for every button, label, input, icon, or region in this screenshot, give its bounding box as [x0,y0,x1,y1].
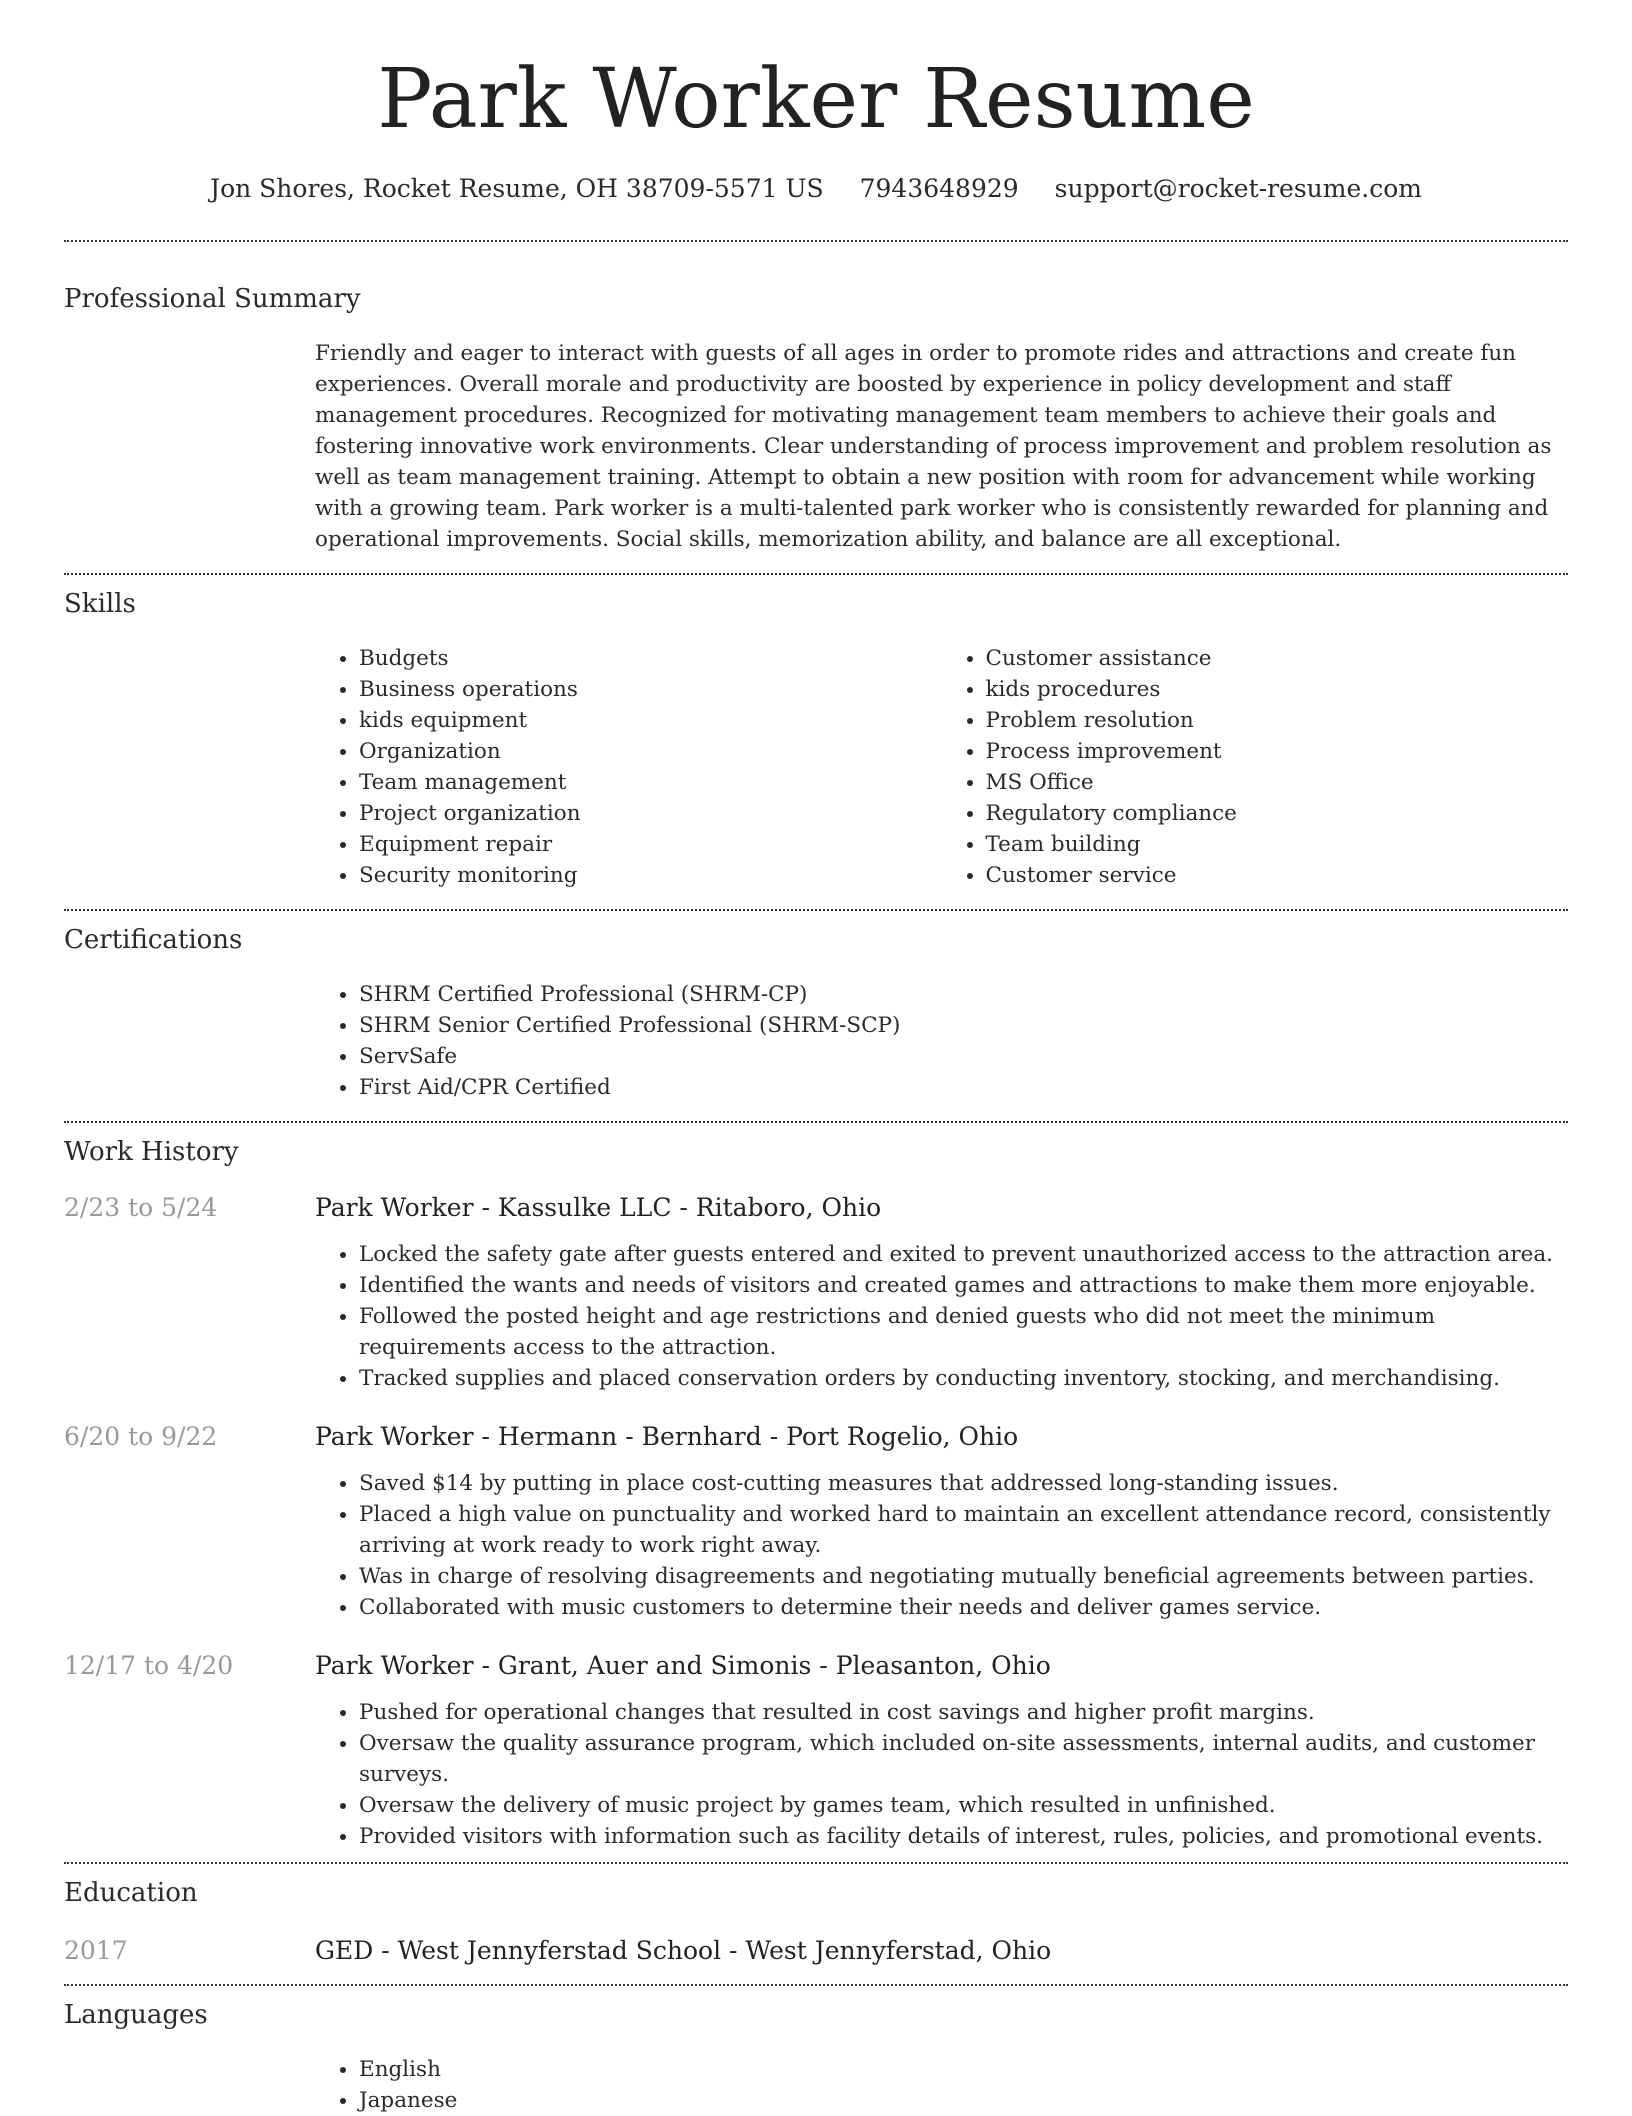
skill-item: • Team management [359,767,942,798]
education-title: GED - West Jennyferstad School - West Jennyferstad, Ohio [315,1936,1052,1965]
job-header [64,1649,1568,1683]
certification-item: • SHRM Certified Professional (SHRM-CP) [359,979,1568,1010]
job-bullet: • Provided visitors with information such as facility details of interest, rules, policies, and promotional events. [359,1821,1568,1852]
job-bullet: • Oversaw the quality assurance program, which included on-site assessments, internal audits, and customer surveys. [359,1728,1568,1790]
divider [64,1862,1568,1864]
skill-item: • Security monitoring [359,860,942,891]
work-heading: Work History [64,1137,239,1167]
divider [64,1984,1568,1986]
skill-item: • kids procedures [986,674,1569,705]
summary-section [64,282,1568,555]
education-section [64,1876,1568,1968]
job-bullet: • Collaborated with music customers to determine their needs and deliver games service. [359,1592,1568,1623]
job-title: Park Worker - Hermann - Bernhard - Port Rogelio, Ohio [315,1422,1019,1451]
job-date: 6/20 to 9/22 [64,1422,218,1451]
languages-section [64,1998,1568,2116]
job-bullet-list [315,1239,1568,1394]
skill-item: • Business operations [359,674,942,705]
language-item: • Japanese [359,2085,1568,2116]
job-bullet: • Locked the safety gate after guests entered and exited to prevent unauthorized access to the attraction area. [359,1239,1568,1270]
job-date: 12/17 to 4/20 [64,1651,234,1680]
skill-item: • Project organization [359,798,942,829]
skill-item: • Customer service [986,860,1569,891]
job-header [64,1191,1568,1225]
languages-body [315,2054,1568,2116]
skill-item: • Budgets [359,643,942,674]
summary-text: Friendly and eager to interact with guests of all ages in order to promote rides and attractions and create fun experiences. Overall morale and productivity are boosted by experience in policy development and staff management procedures. Recognized for motivating management team members to achieve their goals and fostering innovative work environments. Clear understanding of process improvement and problem resolution as well as team management training. Attempt to obtain a new position with room for advancement while working with a growing team. Park worker is a multi-talented park worker who is consistently rewarded for planning and operational improvements. Social skills, memorization ability, and balance are all exceptional. [315,341,1552,552]
job-bullets [315,1468,1568,1623]
job-date: 2/23 to 5/24 [64,1193,218,1222]
certifications-heading: Certifications [64,925,243,955]
skill-item: • Equipment repair [359,829,942,860]
certifications-section [64,923,1568,1103]
job-bullet: • Tracked supplies and placed conservation orders by conducting inventory, stocking, and merchandising. [359,1363,1568,1394]
job-bullet: • Followed the posted height and age restrictions and denied guests who did not meet the minimum requirements access to the attraction. [359,1301,1568,1363]
job-bullet-list [315,1468,1568,1623]
certification-item: • SHRM Senior Certified Professional (SHRM-SCP) [359,1010,1568,1041]
job-bullets [315,1239,1568,1394]
skill-item: • Problem resolution [986,705,1569,736]
contact-phone: 7943648929 [859,174,1019,203]
resume-page [64,0,1568,2116]
job-entry [64,1191,1568,1394]
skills-heading: Skills [64,589,136,619]
language-item: • English [359,2054,1568,2085]
job-bullet: • Placed a high value on punctuality and worked hard to maintain an excellent attendance record, consistently arriving at work ready to work right away. [359,1499,1568,1561]
job-entry [64,1420,1568,1623]
skills-section [64,587,1568,891]
job-entry [64,1649,1568,1852]
education-entry [64,1934,1568,1968]
skill-item: • Customer assistance [986,643,1569,674]
job-bullet: • Oversaw the delivery of music project by games team, which resulted in unfinished. [359,1790,1568,1821]
job-title: Park Worker - Kassulke LLC - Ritaboro, Ohio [315,1193,882,1222]
contact-email[interactable]: support@rocket-resume.com [1054,174,1422,203]
education-date: 2017 [64,1936,128,1965]
job-bullet: • Identified the wants and needs of visitors and created games and attractions to make them more enjoyable. [359,1270,1568,1301]
contact-address: Jon Shores, Rocket Resume, OH 38709-5571 US [210,174,824,203]
languages-list [315,2054,1568,2116]
divider [64,573,1568,575]
certifications-body [315,979,1568,1103]
skill-item: • Regulatory compliance [986,798,1569,829]
job-bullet: • Saved $14 by putting in place cost-cutting measures that addressed long-standing issues. [359,1468,1568,1499]
skills-right-list [942,643,1569,891]
job-bullet: • Was in charge of resolving disagreements and negotiating mutually beneficial agreements between parties. [359,1561,1568,1592]
education-heading: Education [64,1878,198,1908]
divider [64,909,1568,911]
skill-item: • Organization [359,736,942,767]
skill-item: • Team building [986,829,1569,860]
job-title: Park Worker - Grant, Auer and Simonis - Pleasanton, Ohio [315,1651,1051,1680]
certification-item: • First Aid/CPR Certified [359,1072,1568,1103]
job-bullet-list [315,1697,1568,1852]
work-section [64,1135,1568,1852]
skills-grid [315,643,1568,891]
job-bullet: • Pushed for operational changes that resulted in cost savings and higher profit margins. [359,1697,1568,1728]
skill-item: • kids equipment [359,705,942,736]
summary-heading: Professional Summary [64,284,361,314]
languages-heading: Languages [64,2000,208,2030]
divider [64,1121,1568,1123]
job-bullets [315,1697,1568,1852]
skills-left-list [315,643,942,891]
skill-item: • MS Office [986,767,1569,798]
contact-line [64,172,1568,206]
certification-item: • ServSafe [359,1041,1568,1072]
certifications-list [315,979,1568,1103]
divider [64,240,1568,242]
skill-item: • Process improvement [986,736,1569,767]
resume-title: Park Worker Resume [377,52,1255,147]
job-header [64,1420,1568,1454]
